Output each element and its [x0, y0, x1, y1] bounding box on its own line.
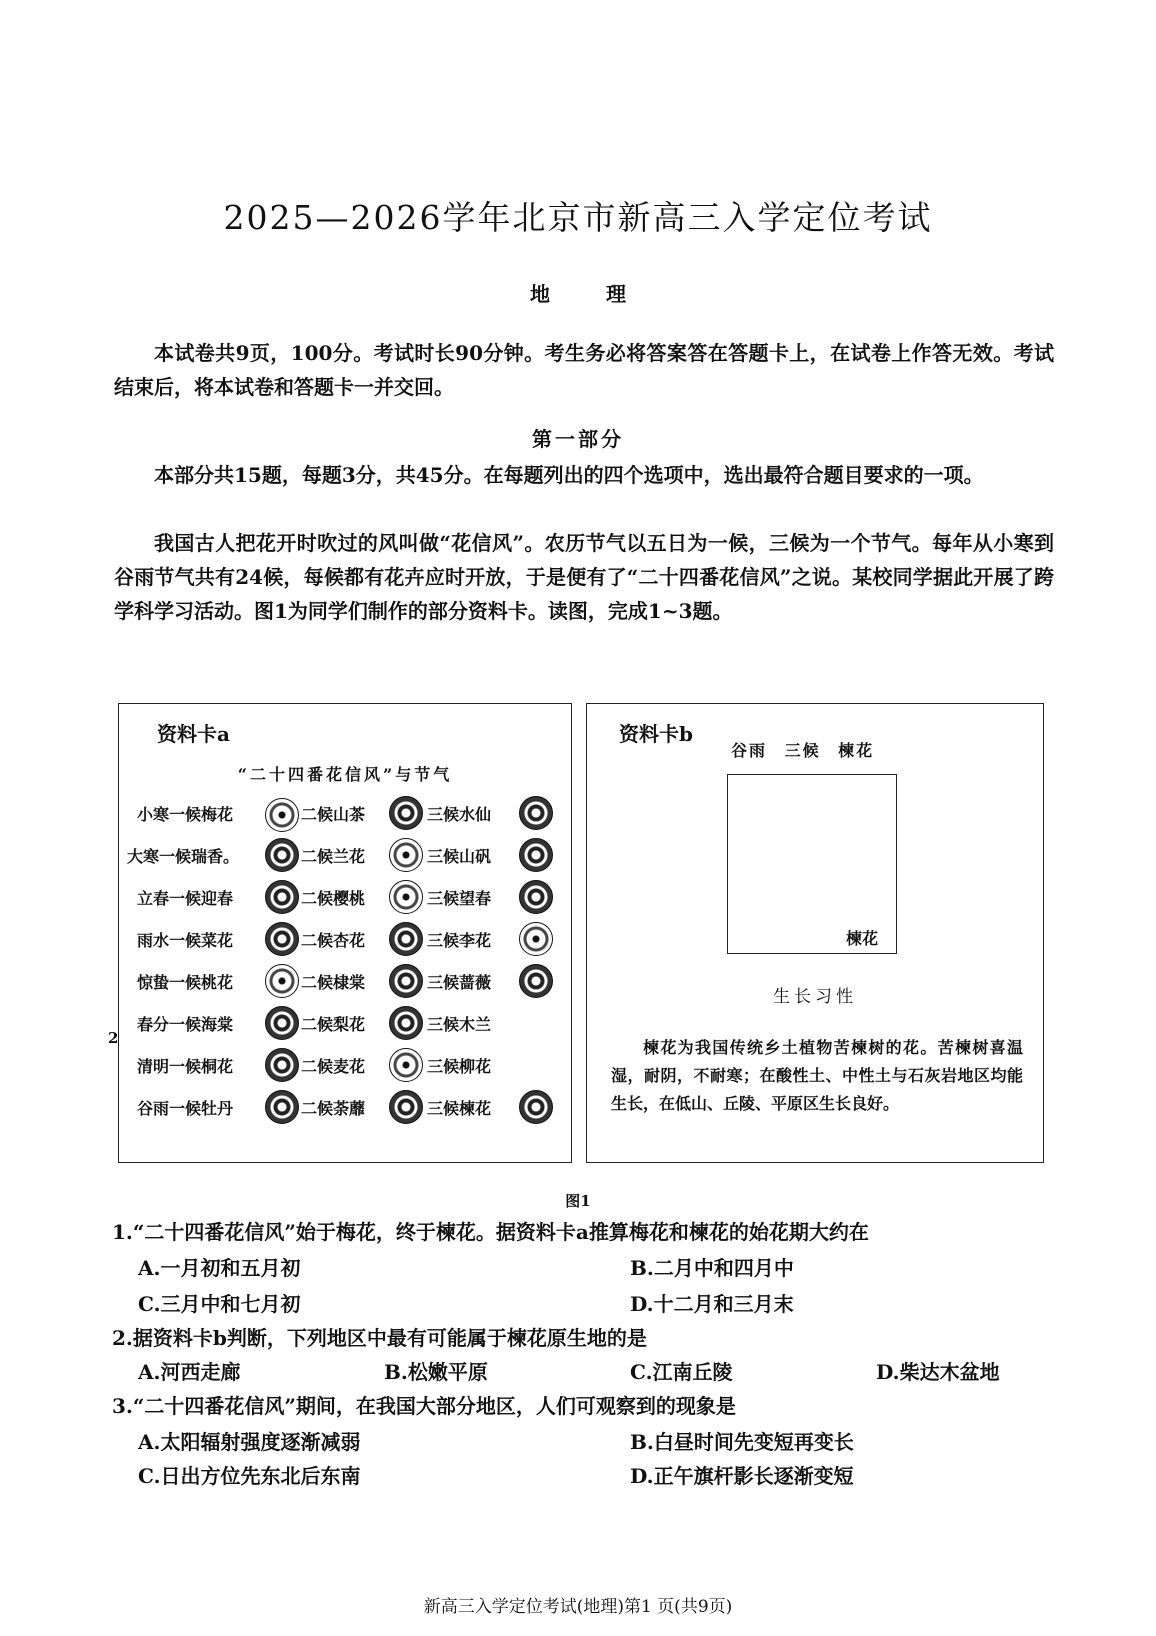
flower-icon — [265, 880, 299, 914]
instructions-text: 本试卷共9页，100分。考试时长90分钟。考生务必将答案答在答题卡上，在试卷上作答无效。考试结束后，将本试卷和答题卡一并交回。 — [114, 341, 1054, 399]
flower-icon — [519, 922, 553, 956]
card-a-row — [133, 964, 563, 1004]
flower-icon — [519, 838, 553, 872]
row-cell: 小寒一候梅花 — [137, 805, 234, 824]
row-cell: 二候兰花 — [301, 847, 366, 866]
question-1-option-b: B.二月中和四月中 — [630, 1256, 794, 1280]
card-b-heading: 谷雨 三候 楝花 — [731, 741, 875, 760]
reading-passage — [114, 526, 1054, 628]
question-1-stem: 1.“二十四番花信风”始于梅花，终于楝花。据资料卡a推算梅花和楝花的始花期大约在 — [112, 1220, 869, 1244]
row-cell: 春分一候海棠 — [137, 1015, 234, 1034]
flower-icon — [265, 922, 299, 956]
question-1-option-d: D.十二月和三月末 — [630, 1292, 794, 1316]
flower-icon — [389, 1090, 423, 1124]
data-card-a — [118, 703, 572, 1163]
card-a-row — [133, 796, 563, 836]
question-2-option-c: C.江南丘陵 — [630, 1360, 733, 1384]
row-cell: 立春一候迎春 — [137, 889, 234, 908]
part-instructions — [114, 458, 1054, 492]
row-cell: 三候楝花 — [427, 1099, 492, 1118]
question-3-stem: 3.“二十四番花信风”期间，在我国大部分地区，人们可观察到的现象是 — [112, 1394, 736, 1418]
row-cell: 雨水一候菜花 — [137, 931, 234, 950]
question-1-option-c: C.三月中和七月初 — [138, 1292, 301, 1316]
flower-icon — [519, 880, 553, 914]
card-a-row — [133, 1090, 563, 1130]
question-1-option-a: A.一月初和五月初 — [138, 1256, 301, 1280]
row-cell: 二候荼蘼 — [301, 1099, 366, 1118]
flower-icon — [389, 964, 423, 998]
question-3-option-d: D.正午旗杆影长逐渐变短 — [630, 1464, 854, 1488]
flower-icon — [389, 922, 423, 956]
flower-icon — [389, 838, 423, 872]
row-cell: 二候樱桃 — [301, 889, 366, 908]
flower-icon — [265, 1006, 299, 1040]
row-cell: 三候望春 — [427, 889, 492, 908]
part-title: 第一部分 — [532, 427, 624, 451]
habit-title: 生长习性 — [773, 987, 857, 1007]
card-a-row — [133, 922, 563, 962]
exam-title: 2025—2026学年北京市新高三入学定位考试 — [223, 198, 933, 237]
flower-icon — [265, 838, 299, 872]
page-footer: 新高三入学定位考试(地理)第1 页(共9页) — [423, 1597, 733, 1617]
row-cell: 三候水仙 — [427, 805, 492, 824]
figure-caption: 图1 — [565, 1192, 591, 1210]
question-2-option-a: A.河西走廊 — [138, 1360, 241, 1384]
row-cell: 大寒一候瑞香。 — [127, 847, 240, 866]
passage-text: 我国古人把花开时吹过的风叫做“花信风”。农历节气以五日为一候，三候为一个节气。每年从小寒到谷雨节气共有24候，每候都有花卉应时开放，于是便有了“二十四番花信风”之说。某校同学据此开展了跨学科学习活动。图1为同学们制作的部分资料卡。读图，完成1~3题。 — [114, 531, 1054, 623]
question-2-option-b: B.松嫩平原 — [384, 1360, 488, 1384]
question-2-option-d: D.柴达木盆地 — [876, 1360, 1000, 1384]
card-a-row — [133, 1048, 563, 1088]
stray-mark: 2 — [108, 1029, 119, 1047]
flower-icon — [519, 796, 553, 830]
card-a-subtitle: “二十四番花信风”与节气 — [237, 765, 453, 784]
row-cell: 清明一候桐花 — [137, 1057, 234, 1076]
row-cell: 二候杏花 — [301, 931, 366, 950]
row-cell: 三候柳花 — [427, 1057, 492, 1076]
card-a-row — [127, 838, 563, 878]
flower-icon — [389, 1048, 423, 1082]
habit-text: 楝花为我国传统乡土植物苦楝树的花。苦楝树喜温湿，耐阴，不耐寒；在酸性土、中性土与石灰岩地区均能生长，在低山、丘陵、平原区生长良好。 — [611, 1038, 1023, 1113]
chinaberry-photo — [727, 774, 897, 954]
row-cell: 三候木兰 — [427, 1015, 492, 1034]
row-cell: 二候梨花 — [301, 1015, 366, 1034]
row-cell: 三候李花 — [427, 931, 492, 950]
question-3-option-b: B.白昼时间先变短再变长 — [630, 1430, 854, 1454]
flower-icon — [389, 880, 423, 914]
part-instructions-text: 本部分共15题，每题3分，共45分。在每题列出的四个选项中，选出最符合题目要求的一项。 — [154, 463, 984, 487]
row-cell: 惊蛰一候桃花 — [137, 973, 234, 992]
flower-icon — [389, 1006, 423, 1040]
question-3-option-c: C.日出方位先东北后东南 — [138, 1464, 361, 1488]
question-2-stem: 2.据资料卡b判断，下列地区中最有可能属于楝花原生地的是 — [112, 1326, 647, 1350]
row-cell: 三候蔷薇 — [427, 973, 492, 992]
card-a-title: 资料卡a — [157, 722, 230, 746]
flower-icon — [265, 1048, 299, 1082]
row-cell: 三候山矾 — [427, 847, 492, 866]
data-card-b — [586, 703, 1044, 1163]
card-b-title: 资料卡b — [619, 722, 693, 746]
row-cell: 二候棣棠 — [301, 973, 366, 992]
flower-icon — [265, 964, 299, 998]
flower-icon — [265, 798, 299, 832]
row-cell: 二候山茶 — [301, 805, 366, 824]
flower-icon — [519, 1090, 553, 1124]
card-a-row — [133, 1006, 563, 1046]
question-3-option-a: A.太阳辐射强度逐渐减弱 — [138, 1430, 361, 1454]
flower-icon — [519, 964, 553, 998]
row-cell: 二候麦花 — [301, 1057, 366, 1076]
card-a-row — [133, 880, 563, 920]
subject-title: 地理 — [530, 282, 682, 306]
photo-label: 楝花 — [845, 929, 878, 948]
row-cell: 谷雨一候牡丹 — [137, 1099, 234, 1118]
flower-icon — [265, 1090, 299, 1124]
exam-instructions — [114, 336, 1054, 404]
flower-icon — [389, 796, 423, 830]
